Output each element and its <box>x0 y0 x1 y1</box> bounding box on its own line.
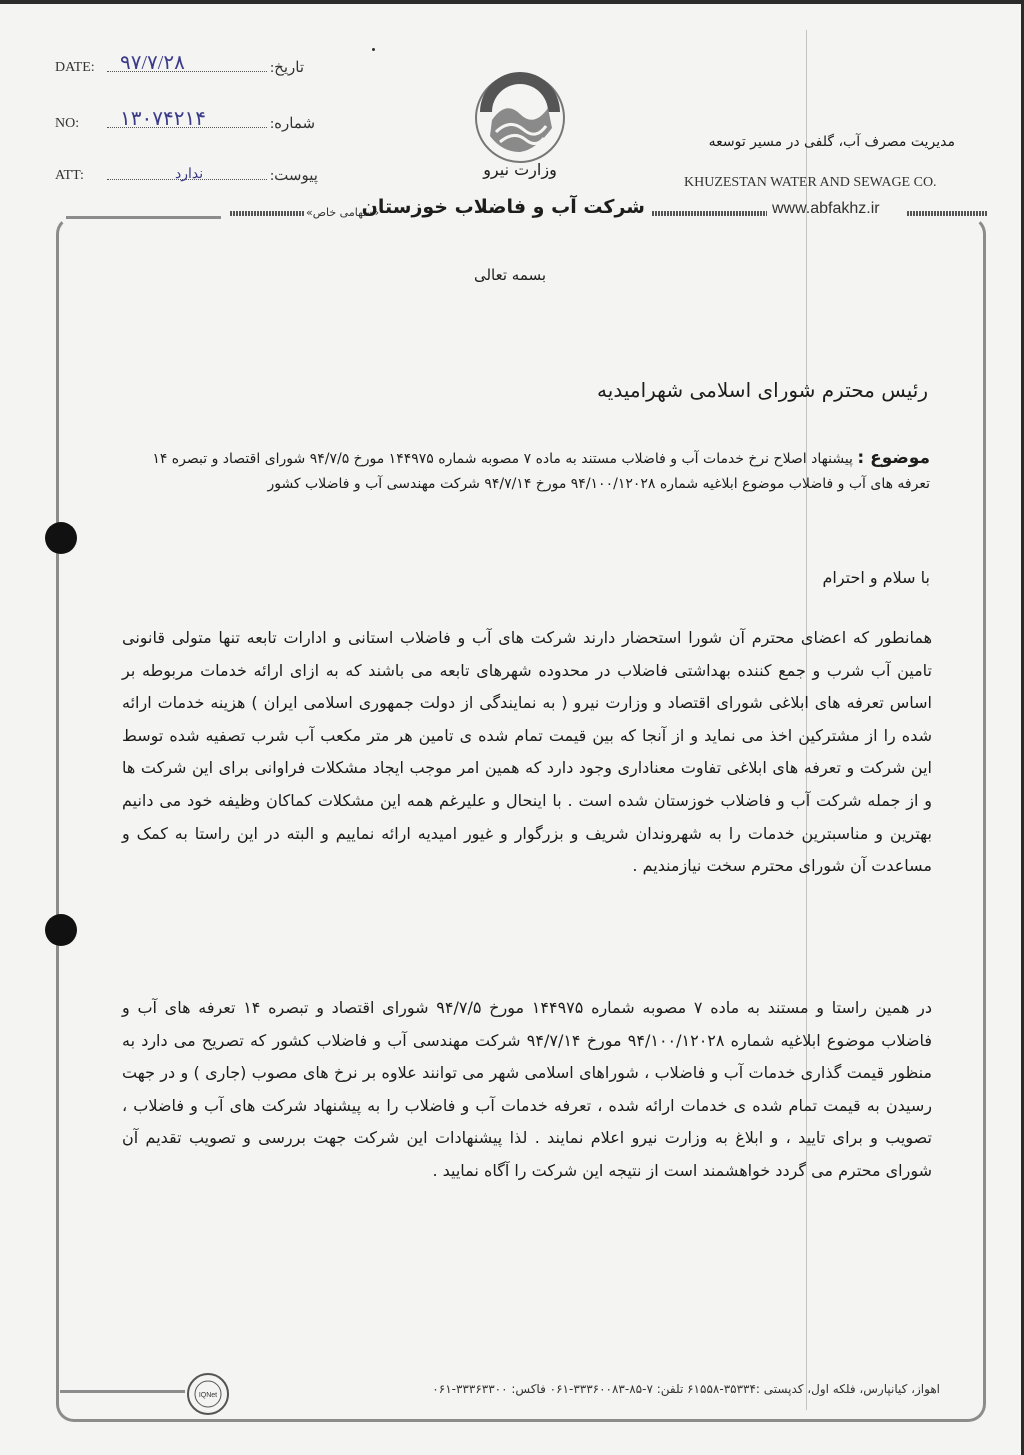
punch-hole <box>45 914 77 946</box>
attachment-label-fa: پیوست: <box>270 168 318 184</box>
body-paragraph-1: همانطور که اعضای محترم آن شورا استحضار دارند شرکت های آب و فاضلاب استانی و ادارات تابعه تنها متولی قانونی تامین آب شرب و جمع کننده بهداشتی فاضلاب در محدوده شهرهای تابعه می باشند که به ازای ارائه خدمات مربوطه بر اساس تعرفه های ابلاغی شورای اقتصاد و وزارت نیرو ( به نمایندگی از دولت جمهوری اسلامی ایران ) هزینه خدمات ارائه شده را از مشترکین اخذ می نماید و از آنجا که بین قیمت تمام شده ی تامین هر متر مکعب آب شرب تصفیه شده توسط این شرکت و تعرفه های ابلاغی تفاوت معناداری وجود دارد که همین امر موجب ایجاد مشکلات فراوانی برای این شرکت ها و از جمله شرکت آب و فاضلاب خوزستان شده است . با اینحال و علیرغم همه این مشکلات کماکان وظیفه خود می دانیم بهترین و مناسبترین خدمات را به شهروندان شریف و بزرگوار و غیور امیدیه ارائه نماییم و البته در این راستا به کمک و مساعدت آن شورای محترم سخت نیازمندیم . <box>122 628 932 876</box>
water-company-logo-icon <box>466 70 574 170</box>
certification-badge-icon <box>186 1372 230 1416</box>
ministry-name: وزارت نیرو <box>483 160 557 179</box>
body-paragraph-2: در همین راستا و مستند به ماده ۷ مصوبه شماره ۱۴۴۹۷۵ مورخ ۹۴/۷/۵ شورای اقتصاد و تبصره ۱۴ تعرفه های آب و فاضلاب موضوع ابلاغیه شماره ۹۴/۱۰۰/۱۲۰۲۸ مورخ ۹۴/۷/۱۴ شرکت مهندسی آب و فاضلاب کشور که تصریح می دارد به منظور قیمت گذاری خدمات آب و فاضلاب ، شوراهای اسلامی شهر می توانند علاوه بر نرخ های مصوب (جاری ) و در جهت رسیدن به قیمت تمام شده ی خدمات ارائه شده ، تعرفه خدمات آب و فاضلاب را به پیشنهاد شرکت های آب و فاضلاب ، تصویب و برای تایید ، و ابلاغ به وزارت نیرو اعلام نمایند . لذا پیشنهادات این شرکت جهت بررسی و تصویب تقدیم آن شورای محترم می گردد خواهشمند است از نتیجه این شرکت را آگاه نمایید . <box>122 998 933 1180</box>
basmala: بسمه تعالی <box>473 266 547 284</box>
cert-text: IQNet <box>198 1392 218 1399</box>
date-value: ۹۷/۷/۲۸ <box>120 52 185 74</box>
subject-text: پیشنهاد اصلاح نرخ خدمات آب و فاضلاب مستند به ماده ۷ مصوبه شماره ۱۴۴۹۷۵ مورخ ۹۴/۷/۵ شورای اقتصاد و تبصره ۱۴ تعرفه های آب و فاضلاب موضوع ابلاغیه شماره ۹۴/۱۰۰/۱۲۰۲۸ مورخ ۹۴/۷/۱۴ شرکت مهندسی آب و فاضلاب کشور <box>152 451 930 492</box>
website-link[interactable]: www.abfakhz.ir <box>772 200 880 217</box>
page-frame-top <box>66 216 221 219</box>
recipient: رئیس محترم شورای اسلامی شهرامیدیه <box>597 378 928 402</box>
company-type: «سهامی خاص» <box>306 206 380 219</box>
scan-edge-top <box>0 0 1024 4</box>
number-value: ۱۳۰۷۴۲۱۴ <box>120 108 206 130</box>
punch-hole <box>45 522 77 554</box>
attachment-value: ندارد <box>175 167 204 182</box>
department-motto: مدیریت مصرف آب، گلفی در مسیر توسعه <box>708 134 955 150</box>
company-name-fa: شرکت آب و فاضلاب خوزستان <box>361 196 645 218</box>
footer-frame-line <box>60 1390 185 1393</box>
date-label-fa: تاریخ: <box>270 60 305 76</box>
number-label-en: NO: <box>55 116 80 131</box>
footer-address: اهواز، کیانپارس، فلکه اول، کدپستی :۳۵۳۳۴-۶۱۵۵۸ تلفن: ۷-۸۵-۳۳۳۶۰۰۸۳-۰۶۱ فاکس: ۳۳۳۶۳۳۰۰-۰۶۱ <box>432 1382 940 1396</box>
number-label-fa: شماره: <box>270 116 316 132</box>
greeting: با سلام و احترام <box>822 568 930 587</box>
subject-label: موضوع : <box>857 448 930 468</box>
attachment-label-en: ATT: <box>55 168 84 183</box>
subject <box>120 446 930 497</box>
scan-speck <box>372 48 375 51</box>
company-name-en: KHUZESTAN WATER AND SEWAGE CO. <box>684 175 937 190</box>
date-label-en: DATE: <box>55 60 95 75</box>
